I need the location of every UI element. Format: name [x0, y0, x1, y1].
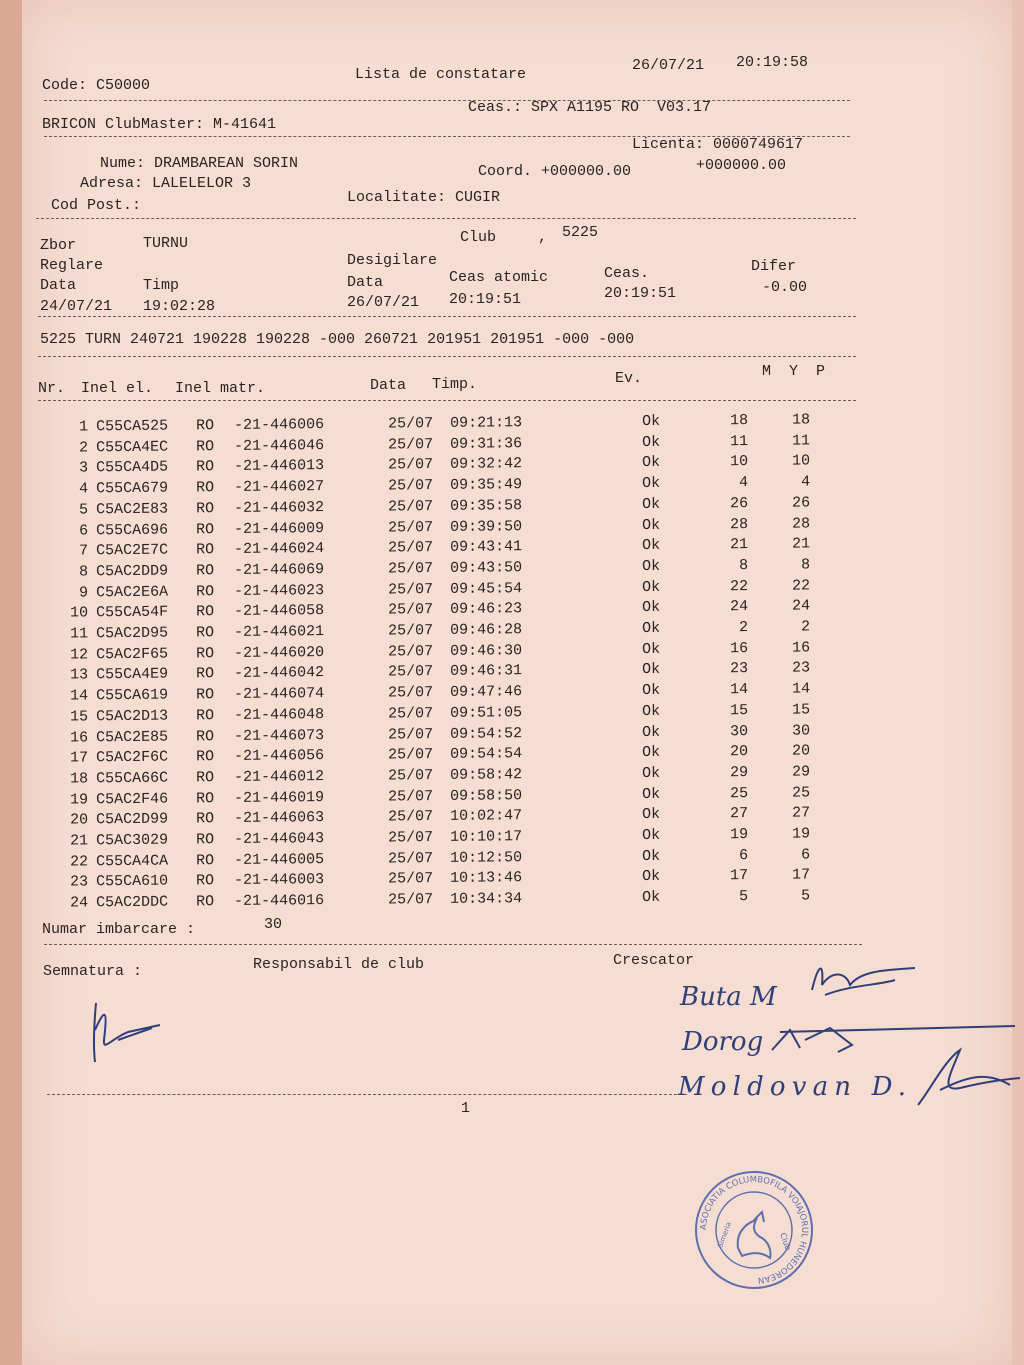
cell-time: 09:31:36	[449, 434, 523, 453]
stamp-club: Club	[778, 1231, 793, 1252]
cell-el: C55CA4D5	[95, 458, 169, 477]
coord-value-2: +000000.00	[696, 157, 787, 174]
col-inel-el: Inel el.	[81, 380, 154, 397]
cell-nr: 3	[78, 459, 89, 477]
postal-code: Cod Post.:	[51, 197, 142, 214]
cell-nr: 17	[69, 749, 89, 767]
ceas-label: Ceas.	[604, 265, 650, 282]
cell-nr: 13	[69, 666, 89, 684]
cell-cc: RO	[195, 520, 215, 538]
cell-date: 25/07	[387, 808, 434, 826]
cell-m: 4	[738, 474, 749, 492]
atomic-time: 20:19:51	[449, 291, 522, 308]
cell-m: 5	[738, 888, 749, 906]
cell-nr: 4	[78, 480, 89, 498]
cell-matr: -21-446063	[233, 809, 325, 828]
cell-el: C5AC2E83	[95, 500, 169, 519]
cell-ev: Ok	[641, 557, 661, 575]
cell-el: C55CA619	[95, 686, 169, 705]
cell-matr: -21-446069	[233, 560, 325, 579]
cell-m: 22	[729, 577, 749, 595]
cell-ev: Ok	[641, 868, 661, 886]
cell-p: 27	[791, 804, 811, 822]
cell-ev: Ok	[641, 516, 661, 534]
locality: Localitate: CUGIR	[347, 189, 501, 206]
cell-matr: -21-446073	[233, 726, 325, 745]
reglare-time: 19:02:28	[143, 298, 216, 315]
cell-m: 27	[729, 805, 749, 823]
cell-matr: -21-446021	[233, 623, 325, 641]
cell-cc: RO	[195, 624, 215, 642]
cell-date: 25/07	[387, 477, 434, 495]
cell-cc: RO	[195, 665, 215, 683]
owner-address: Adresa: LALELELOR 3	[80, 175, 252, 192]
cell-ev: Ok	[641, 847, 661, 865]
print-time: 20:19:58	[736, 54, 809, 71]
cell-ev: Ok	[641, 474, 661, 493]
cell-el: C55CA525	[95, 417, 169, 436]
ceas-atomic-label: Ceas atomic	[449, 269, 549, 286]
cell-matr: -21-446024	[233, 540, 325, 559]
cell-nr: 21	[69, 832, 89, 850]
cell-cc: RO	[195, 499, 215, 518]
cell-cc: RO	[195, 437, 215, 456]
cell-nr: 14	[69, 687, 89, 705]
data-label: Data	[40, 277, 77, 294]
cell-p: 29	[791, 763, 811, 781]
cell-p: 4	[800, 473, 811, 491]
owner-name: Nume: DRAMBAREAN SORIN	[100, 155, 299, 172]
cell-cc: RO	[195, 831, 215, 849]
cell-el: C5AC2D13	[95, 707, 169, 726]
cell-ev: Ok	[641, 495, 661, 513]
cell-nr: 16	[69, 728, 89, 747]
cell-cc: RO	[195, 727, 215, 745]
cell-date: 25/07	[387, 870, 434, 888]
cell-m: 23	[729, 660, 749, 678]
stamp-town: Simeria	[716, 1220, 733, 1249]
cell-date: 25/07	[387, 539, 434, 557]
timp-label: Timp	[143, 277, 180, 294]
cell-p: 14	[791, 680, 811, 698]
col-nr: Nr.	[38, 380, 66, 397]
cell-el: C55CA4CA	[95, 852, 169, 870]
cell-matr: -21-446074	[233, 685, 325, 704]
cell-matr: -21-446020	[233, 643, 325, 662]
signature-name-1: Buta M	[680, 982, 777, 1012]
cell-matr: -21-446006	[233, 416, 325, 434]
desigilare-date: 26/07/21	[347, 294, 420, 311]
cell-el: C55CA54F	[95, 603, 169, 622]
cell-cc: RO	[195, 748, 215, 766]
cell-el: C5AC2DDC	[95, 893, 169, 912]
cell-p: 23	[791, 659, 811, 677]
cell-el: C55CA696	[95, 521, 169, 539]
cell-m: 6	[738, 846, 749, 864]
signature-scribble-3	[918, 1050, 1020, 1105]
cell-time: 09:39:50	[449, 517, 523, 536]
cell-matr: -21-446012	[233, 767, 325, 786]
cell-ev: Ok	[641, 454, 661, 472]
cell-ev: Ok	[641, 661, 661, 679]
cell-time: 09:54:54	[449, 745, 523, 764]
cell-time: 09:46:28	[449, 621, 523, 639]
col-ev: Ev.	[615, 370, 643, 387]
cell-m: 21	[729, 536, 749, 554]
cell-time: 09:58:42	[449, 766, 523, 784]
cell-p: 10	[791, 452, 811, 470]
cell-ev: Ok	[641, 723, 661, 741]
cell-date: 25/07	[387, 518, 434, 536]
cell-p: 20	[791, 742, 811, 760]
cell-ev: Ok	[641, 619, 661, 638]
cell-time: 09:54:52	[449, 724, 523, 743]
cell-el: C55CA679	[95, 479, 169, 498]
desigilare-label: Desigilare	[347, 252, 438, 269]
cell-m: 26	[729, 494, 749, 513]
cell-cc: RO	[195, 562, 215, 580]
stamp-text: ASOCIATIA COLUMBOFILA VOIAJORUL HUNEDOREAN	[698, 1174, 810, 1285]
code-label: Code: C50000	[42, 77, 151, 94]
cell-p: 5	[800, 887, 811, 905]
cell-nr: 2	[78, 439, 89, 457]
cell-ev: Ok	[641, 785, 661, 803]
cell-el: C5AC2E6A	[95, 583, 169, 601]
cell-p: 24	[791, 597, 811, 615]
cell-ev: Ok	[641, 681, 661, 700]
cell-p: 18	[791, 411, 811, 429]
cell-time: 10:34:34	[449, 890, 523, 908]
cell-nr: 19	[69, 790, 89, 809]
cell-date: 25/07	[387, 766, 434, 785]
zbor-label: Zbor	[40, 237, 77, 254]
cell-p: 22	[791, 577, 811, 595]
cell-time: 09:35:58	[449, 496, 523, 515]
cell-date: 25/07	[387, 580, 434, 599]
cell-el: C5AC2F46	[95, 790, 169, 808]
cell-m: 29	[729, 763, 749, 782]
cell-cc: RO	[195, 582, 215, 600]
page-title: Lista de constatare	[355, 66, 527, 83]
cell-ev: Ok	[641, 412, 661, 431]
cell-ev: Ok	[641, 888, 661, 907]
cell-ev: Ok	[641, 806, 661, 824]
cell-m: 28	[729, 515, 749, 533]
cell-p: 25	[791, 784, 811, 802]
cell-el: C5AC3029	[95, 831, 169, 850]
cell-time: 09:46:31	[449, 662, 523, 681]
cell-nr: 18	[69, 770, 89, 788]
cell-time: 10:12:50	[449, 848, 523, 867]
cell-el: C5AC2D99	[95, 810, 169, 829]
coord-line: Coord. +000000.00	[478, 163, 632, 180]
club-label: Club	[460, 229, 497, 246]
responsible-label: Responsabil de club	[253, 956, 425, 973]
cell-time: 09:35:49	[449, 476, 523, 494]
cell-date: 25/07	[387, 829, 434, 847]
cell-cc: RO	[195, 706, 215, 725]
cell-time: 09:43:50	[449, 559, 523, 577]
cell-nr: 24	[69, 894, 89, 912]
signature-scribble-2	[772, 1026, 1015, 1052]
cell-cc: RO	[195, 893, 215, 911]
clock-line: Ceas.: SPX A1195 RO V03.17	[468, 99, 712, 116]
cell-el: C5AC2DD9	[95, 562, 169, 581]
cell-cc: RO	[195, 417, 215, 435]
cell-nr: 11	[69, 625, 89, 643]
cell-cc: RO	[195, 789, 215, 807]
cell-nr: 22	[69, 853, 89, 871]
cell-cc: RO	[195, 458, 215, 476]
cell-matr: -21-446043	[233, 830, 325, 848]
cell-matr: -21-446032	[233, 498, 325, 517]
cell-cc: RO	[195, 686, 215, 704]
cell-cc: RO	[195, 851, 215, 870]
cell-ev: Ok	[641, 599, 661, 617]
cell-el: C5AC2E85	[95, 728, 169, 746]
cell-time: 09:32:42	[449, 455, 523, 474]
cell-el: C55CA4EC	[95, 438, 169, 456]
cell-matr: -21-446009	[233, 519, 325, 538]
cell-matr: -21-446016	[233, 892, 325, 911]
cell-time: 09:43:41	[449, 538, 523, 557]
cell-ev: Ok	[641, 826, 661, 845]
cell-p: 28	[791, 514, 811, 533]
cell-matr: -21-446019	[233, 788, 325, 807]
cell-time: 10:02:47	[449, 807, 523, 826]
signature-name-3: Moldovan D.	[678, 1072, 906, 1102]
cell-cc: RO	[195, 541, 215, 559]
cell-m: 18	[729, 412, 749, 430]
col-data: Data	[370, 377, 407, 394]
cell-nr: 10	[69, 604, 89, 622]
cell-matr: -21-446003	[233, 871, 325, 890]
cell-p: 16	[791, 639, 811, 657]
cell-ev: Ok	[641, 744, 661, 762]
embark-label: Numar imbarcare :	[42, 921, 196, 938]
club-stamp	[692, 1168, 816, 1292]
cell-m: 20	[729, 743, 749, 761]
cell-date: 25/07	[387, 642, 434, 661]
cell-matr: -21-446042	[233, 664, 325, 683]
cell-nr: 20	[69, 811, 89, 829]
summary-line: 5225 TURN 240721 190228 190228 -000 260721 201951 201951 -000 -000	[40, 331, 635, 348]
cell-el: C5AC2F6C	[95, 748, 169, 767]
cell-date: 25/07	[387, 746, 434, 764]
cell-date: 25/07	[387, 559, 434, 578]
cell-p: 11	[791, 432, 811, 450]
cell-ev: Ok	[641, 640, 661, 658]
cell-time: 09:47:46	[449, 683, 523, 701]
cell-m: 17	[729, 867, 749, 885]
device-line: BRICON ClubMaster: M-41641	[42, 116, 277, 133]
cell-date: 25/07	[387, 725, 434, 743]
page-number: 1	[461, 1100, 471, 1117]
cell-el: C5AC2D95	[95, 624, 169, 643]
breeder-label: Crescator	[613, 952, 695, 969]
cell-nr: 7	[78, 542, 89, 560]
cell-time: 09:58:50	[449, 786, 523, 805]
cell-m: 10	[729, 453, 749, 471]
cell-m: 2	[738, 619, 749, 637]
cell-date: 25/07	[387, 849, 434, 868]
cell-ev: Ok	[641, 702, 661, 720]
cell-time: 09:51:05	[449, 703, 523, 722]
cell-date: 25/07	[387, 622, 434, 640]
cell-m: 30	[729, 722, 749, 740]
signature-scribble-1	[812, 968, 915, 995]
cell-nr: 8	[78, 563, 89, 581]
signature-label: Semnatura :	[43, 963, 143, 980]
cell-matr: -21-446027	[233, 478, 325, 497]
cell-time: 09:46:23	[449, 600, 523, 619]
col-inel-matr: Inel matr.	[175, 380, 266, 397]
cell-date: 25/07	[387, 891, 434, 909]
ceas-time: 20:19:51	[604, 285, 677, 302]
cell-el: C5AC2F65	[95, 645, 169, 663]
cell-matr: -21-446056	[233, 747, 325, 766]
cell-date: 25/07	[387, 415, 434, 433]
cell-p: 15	[791, 701, 811, 719]
cell-m: 11	[729, 432, 749, 450]
cell-time: 09:46:30	[449, 641, 523, 660]
cell-m: 8	[738, 556, 749, 575]
cell-nr: 23	[69, 873, 89, 891]
cell-time: 09:45:54	[449, 579, 523, 598]
cell-date: 25/07	[387, 456, 434, 474]
cell-time: 10:10:17	[449, 828, 523, 846]
cell-ev: Ok	[641, 764, 661, 782]
cell-date: 25/07	[387, 601, 434, 619]
cell-cc: RO	[195, 479, 215, 497]
cell-cc: RO	[195, 644, 215, 663]
cell-matr: -21-446013	[233, 457, 325, 476]
reglare-date: 24/07/21	[40, 298, 113, 315]
club-signature	[94, 1003, 160, 1062]
cell-p: 17	[791, 866, 811, 884]
cell-matr: -21-446048	[233, 705, 325, 724]
cell-matr: -21-446023	[233, 581, 325, 600]
licence-line: Licenta: 0000749617	[632, 136, 804, 153]
difer-value: -0.00	[762, 279, 808, 296]
cell-cc: RO	[195, 872, 215, 890]
cell-nr: 12	[69, 646, 89, 664]
cell-ev: Ok	[641, 433, 661, 451]
cell-cc: RO	[195, 603, 215, 621]
club-separator: ,	[538, 229, 548, 246]
pigeon-icon	[738, 1212, 771, 1258]
cell-m: 19	[729, 826, 749, 844]
cell-p: 30	[791, 721, 811, 740]
cell-p: 21	[791, 535, 811, 553]
data-label-2: Data	[347, 274, 384, 291]
cell-p: 2	[800, 618, 811, 636]
cell-m: 15	[729, 701, 749, 720]
cell-ev: Ok	[641, 578, 661, 596]
cell-date: 25/07	[387, 497, 434, 516]
cell-m: 16	[729, 639, 749, 657]
cell-m: 14	[729, 681, 749, 699]
cell-el: C5AC2E7C	[95, 541, 169, 560]
cell-matr: -21-446046	[233, 436, 325, 455]
embark-value: 30	[264, 916, 283, 933]
cell-m: 24	[729, 598, 749, 616]
cell-p: 26	[791, 494, 811, 512]
cell-p: 8	[800, 556, 811, 574]
cell-el: C55CA4E9	[95, 665, 169, 684]
print-date: 26/07/21	[632, 57, 705, 74]
cell-cc: RO	[195, 810, 215, 828]
cell-m: 25	[729, 784, 749, 802]
cell-date: 25/07	[387, 684, 434, 702]
reglare-label: Reglare	[40, 257, 104, 274]
col-myp: M Y P	[762, 363, 826, 380]
cell-date: 25/07	[387, 787, 434, 806]
cell-date: 25/07	[387, 663, 434, 681]
cell-ev: Ok	[641, 537, 661, 555]
cell-time: 09:21:13	[449, 414, 523, 432]
cell-nr: 15	[69, 708, 89, 726]
cell-p: 19	[791, 825, 811, 843]
cell-el: C55CA610	[95, 872, 169, 891]
col-timp: Timp.	[432, 376, 478, 393]
difer-label: Difer	[751, 258, 797, 275]
zbor-value: TURNU	[143, 235, 189, 252]
cell-date: 25/07	[387, 704, 434, 723]
cell-date: 25/07	[387, 435, 434, 454]
cell-cc: RO	[195, 769, 215, 787]
cell-nr: 9	[78, 583, 89, 602]
cell-matr: -21-446005	[233, 850, 325, 869]
cell-nr: 5	[78, 501, 89, 519]
cell-nr: 1	[78, 418, 89, 436]
cell-p: 6	[800, 846, 811, 864]
cell-nr: 6	[78, 521, 89, 539]
cell-time: 10:13:46	[449, 869, 523, 888]
signature-name-2: Dorog	[682, 1027, 764, 1057]
cell-matr: -21-446058	[233, 602, 325, 621]
cell-el: C55CA66C	[95, 769, 169, 788]
club-value: 5225	[562, 224, 599, 241]
